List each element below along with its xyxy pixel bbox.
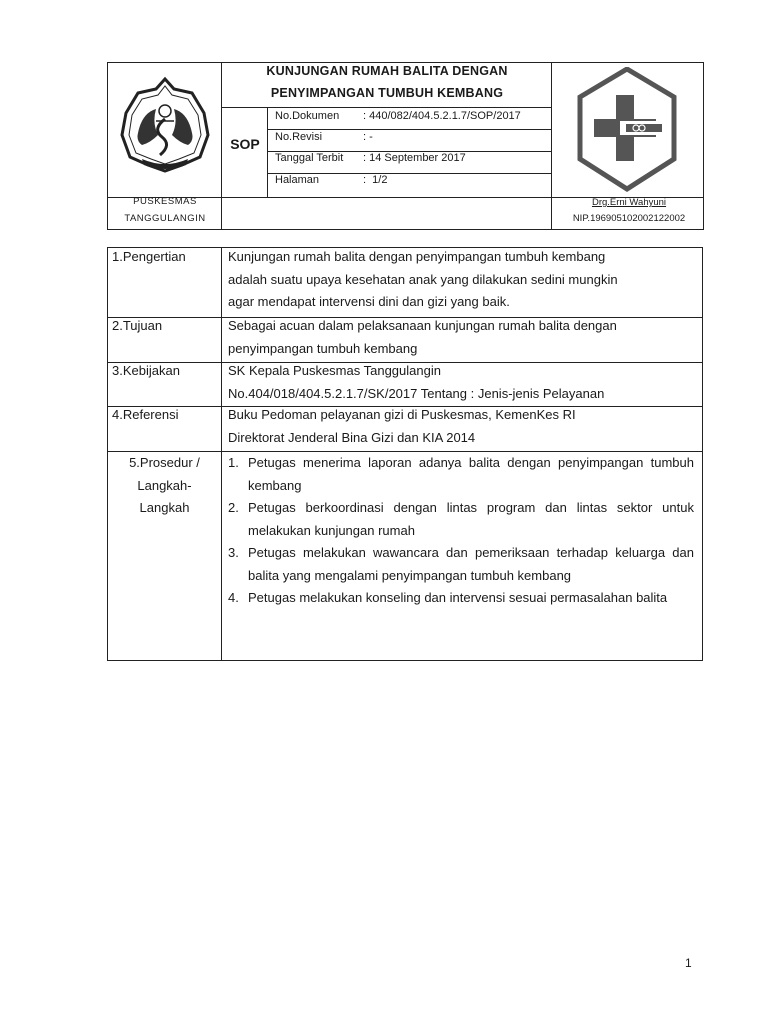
document-title-line1: KUNJUNGAN RUMAH BALITA DENGAN [266,64,508,78]
revision-label: No.Revisi [275,131,323,143]
sop-content-table [107,247,703,661]
doc-number-value: : 440/082/404.5.2.1.7/SOP/2017 [363,110,521,122]
text-line: Direktorat Jenderal Bina Gizi dan KIA 2014 [228,429,476,445]
list-item [228,497,694,542]
section-text-tujuan [228,315,694,360]
header-divider [221,107,551,108]
text-line: adalah suatu upaya kesehatan anak yang dilakukan sedini mungkin [228,271,618,287]
step-text: Petugas menerima laporan adanya balita dengan penyimpangan tumbuh kembang [248,455,694,493]
step-text: Petugas melakukan wawancara dan pemeriksaan terhadap keluarga dan balita yang mengalami penyimpangan tumbuh kembang [248,545,694,583]
text-line: Kunjungan rumah balita dengan penyimpangan tumbuh kembang [228,249,606,264]
text-line: Buku Pedoman pelayanan gizi di Puskesmas, KemenKes RI [228,407,576,422]
organization-line2: TANGGULANGIN [124,213,206,224]
list-item [228,452,694,497]
revision-row [275,131,373,143]
issue-date-row [275,152,466,164]
page-label: Halaman [275,174,320,186]
signer-name: Drg.Erni Wahyuni [591,197,667,208]
step-number: 2. [228,500,239,515]
organization-line1: PUSKESMAS [133,196,197,207]
label-line: Langkah- [137,477,192,493]
text-line: No.404/018/404.5.2.1.7/SK/2017 Tentang : Jenis-jenis Pelayanan [228,385,605,401]
sop-header-table [107,62,704,230]
doc-number-row [275,110,521,122]
issue-date-label: Tanggal Terbit [275,152,344,164]
text-line: penyimpangan tumbuh kembang [228,340,418,356]
procedure-steps-list [228,452,694,610]
revision-value: : - [363,131,373,143]
header-divider [267,107,268,197]
step-number: 4. [228,590,239,605]
text-line: agar mendapat intervensi dini dan gizi yang baik. [228,294,510,309]
section-label-referensi: 4.Referensi [112,407,179,422]
step-number: 1. [228,455,239,470]
text-line: Sebagai acuan dalam pelaksanaan kunjungan rumah balita dengan [228,318,617,333]
label-line: 5.Prosedur / [129,455,200,470]
label-line: Langkah [139,500,190,515]
page-value: : 1/2 [363,174,388,186]
step-text: Petugas melakukan konseling dan intervensi sesuai permasalahan balita [248,590,668,605]
puskesmas-logo-icon [576,67,678,193]
section-label-prosedur [108,452,221,520]
step-text: Petugas berkoordinasi dengan lintas program dan lintas sektor untuk melakukan kunjungan rumah [248,500,694,538]
list-item [228,587,694,610]
doc-number-label: No.Dokumen [275,110,340,122]
issue-date-value: : 14 September 2017 [363,152,466,164]
section-text-referensi [228,404,694,449]
list-item [228,542,694,587]
section-text-kebijakan [228,360,694,405]
section-text-pengertian [228,246,694,314]
step-number: 3. [228,545,239,560]
document-title-line2: PENYIMPANGAN TUMBUH KEMBANG [270,86,504,100]
section-label-tujuan: 2.Tujuan [112,318,163,333]
text-line: SK Kepala Puskesmas Tanggulangin [228,363,441,378]
sop-label: SOP [230,136,260,152]
regency-seal-icon [112,73,218,189]
page-row [275,174,387,186]
header-divider [267,129,551,130]
signer-nip: NIP.196905102002122002 [572,213,686,224]
section-label-pengertian: 1.Pengertian [112,249,186,264]
section-label-kebijakan: 3.Kebijakan [112,363,180,378]
column-divider [221,248,222,660]
page-number: 1 [685,956,692,970]
